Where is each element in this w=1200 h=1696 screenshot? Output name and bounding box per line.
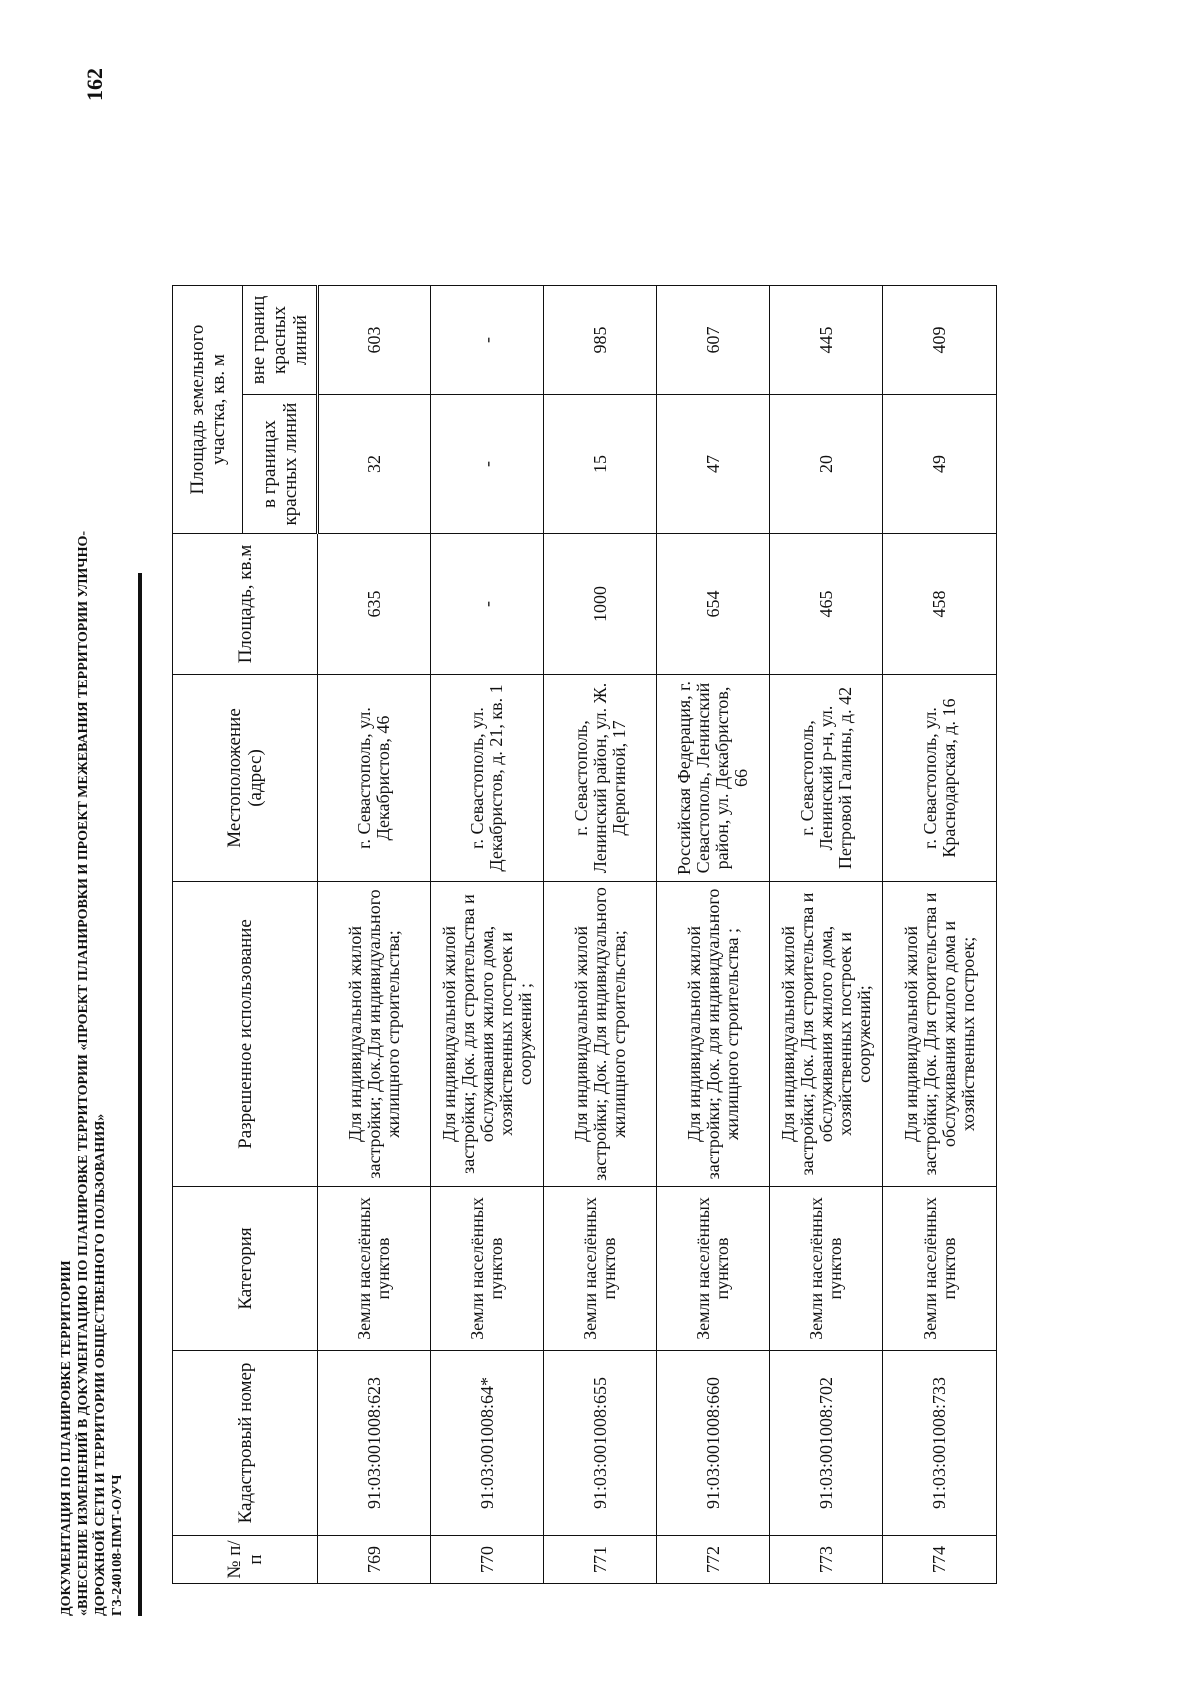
cell-cadastral: 91:03:001008:655 (544, 1351, 657, 1536)
cell-inside: 49 (883, 395, 997, 534)
cell-location: Российская Федерация, г. Севастополь, Ленинский район, ул. Декабристов, 66 (657, 675, 770, 882)
cell-location: г. Севастополь, Ленинский район, ул. Ж. Дерюгиной, 17 (544, 675, 657, 882)
header-location: Местоположение (адрес) (173, 675, 318, 882)
header-permitted-use: Разрешенное использование (173, 882, 318, 1187)
cell-permitted-use: Для индивидуальной жилой застройки; Док. для строительства и обслуживания жилого дома, хозяйственных построек и сооружений ; (431, 882, 544, 1187)
header-cadastral: Кадастровый номер (173, 1351, 318, 1536)
cell-category: Земли населённых пунктов (318, 1187, 431, 1351)
table-row (883, 286, 997, 1584)
cell-cadastral: 91:03:001008:623 (318, 1351, 431, 1536)
cell-no: 770 (431, 1536, 544, 1584)
cell-location: г. Севастополь, ул. Декабристов, 46 (318, 675, 431, 882)
cell-cadastral: 91:03:001008:660 (657, 1351, 770, 1536)
header-line: ДОРОЖНОЙ СЕТИ И ТЕРРИТОРИИ ОБЩЕСТВЕННОГО ПОЛЬЗОВАНИЯ» (93, 1113, 108, 1616)
cell-outside: 603 (318, 286, 431, 395)
cell-no: 771 (544, 1536, 657, 1584)
header-line: ДОКУМЕНТАЦИЯ ПО ПЛАНИРОВКЕ ТЕРРИТОРИИ (59, 1260, 74, 1616)
header-line: ГЗ-240108-ПМТ-О/УЧ (110, 1474, 125, 1616)
cell-inside: 15 (544, 395, 657, 534)
cell-category: Земли населённых пунктов (883, 1187, 997, 1351)
header-outside-red-lines: вне границ красных линий (243, 286, 318, 395)
cell-inside: 47 (657, 395, 770, 534)
cell-location: г. Севастополь, ул. Декабристов, д. 21, кв. 1 (431, 675, 544, 882)
cell-area: 654 (657, 534, 770, 675)
cell-area: 635 (318, 534, 431, 675)
cell-area: - (431, 534, 544, 675)
header-area: Площадь, кв.м (173, 534, 318, 675)
cell-outside: 985 (544, 286, 657, 395)
cell-inside: 20 (770, 395, 883, 534)
cell-category: Земли населённых пунктов (431, 1187, 544, 1351)
cell-cadastral: 91:03:001008:733 (883, 1351, 997, 1536)
cell-cadastral: 91:03:001008:702 (770, 1351, 883, 1536)
cell-area: 1000 (544, 534, 657, 675)
cell-no: 774 (883, 1536, 997, 1584)
cell-category: Земли населённых пунктов (657, 1187, 770, 1351)
header-no: № п/п (173, 1536, 318, 1584)
land-parcels-table (172, 285, 997, 1584)
header-divider (138, 573, 142, 1616)
cell-location: г. Севастополь, Ленинский р-н, ул. Петровой Галины, д. 42 (770, 675, 883, 882)
cell-outside: 409 (883, 286, 997, 395)
header-line: «ВНЕСЕНИЕ ИЗМЕНЕНИЙ В ДОКУМЕНТАЦИЮ ПО ПЛАНИРОВКЕ ТЕРРИТОРИИ «ПРОЕКТ ПЛАНИРОВКИ И ПРОЕКТ МЕЖЕВАНИЯ ТЕРРИТОРИИ УЛИЧНО- (76, 530, 91, 1616)
cell-category: Земли населённых пунктов (770, 1187, 883, 1351)
cell-permitted-use: Для индивидуальной жилой застройки; Док. Для строительства и обслуживания жилого дома и хозяйственных построек; (883, 882, 997, 1187)
document-header (58, 416, 126, 1616)
cell-permitted-use: Для индивидуальной жилой застройки; Док. Для строительства и обслуживания жилого дома, хозяйственных построек и сооружений; (770, 882, 883, 1187)
cell-area: 465 (770, 534, 883, 675)
table-row (657, 286, 770, 1584)
header-category: Категория (173, 1187, 318, 1351)
cell-permitted-use: Для индивидуальной жилой застройки; Док. Для индивидуального жилищного строительства; (544, 882, 657, 1187)
cell-outside: - (431, 286, 544, 395)
table-row (318, 286, 431, 1584)
cell-no: 773 (770, 1536, 883, 1584)
cell-inside: - (431, 395, 544, 534)
cell-outside: 607 (657, 286, 770, 395)
table-row (544, 286, 657, 1584)
cell-category: Земли населённых пунктов (544, 1187, 657, 1351)
table-row (770, 286, 883, 1584)
cell-location: г. Севастополь, ул. Краснодарская, д. 16 (883, 675, 997, 882)
table-row (431, 286, 544, 1584)
page-number: 162 (82, 68, 107, 101)
header-inside-red-lines: в границах красных линий (243, 395, 318, 534)
cell-cadastral: 91:03:001008:64* (431, 1351, 544, 1536)
header-land-area: Площадь земельного участка, кв. м (173, 286, 243, 534)
cell-no: 772 (657, 1536, 770, 1584)
cell-outside: 445 (770, 286, 883, 395)
cell-no: 769 (318, 1536, 431, 1584)
cell-inside: 32 (318, 395, 431, 534)
cell-permitted-use: Для индивидуальной жилой застройки; Док. для индивидуального жилищного строительства ; (657, 882, 770, 1187)
cell-area: 458 (883, 534, 997, 675)
cell-permitted-use: Для индивидуальной жилой застройки; Док.Для индивидуального жилищного строительства; (318, 882, 431, 1187)
